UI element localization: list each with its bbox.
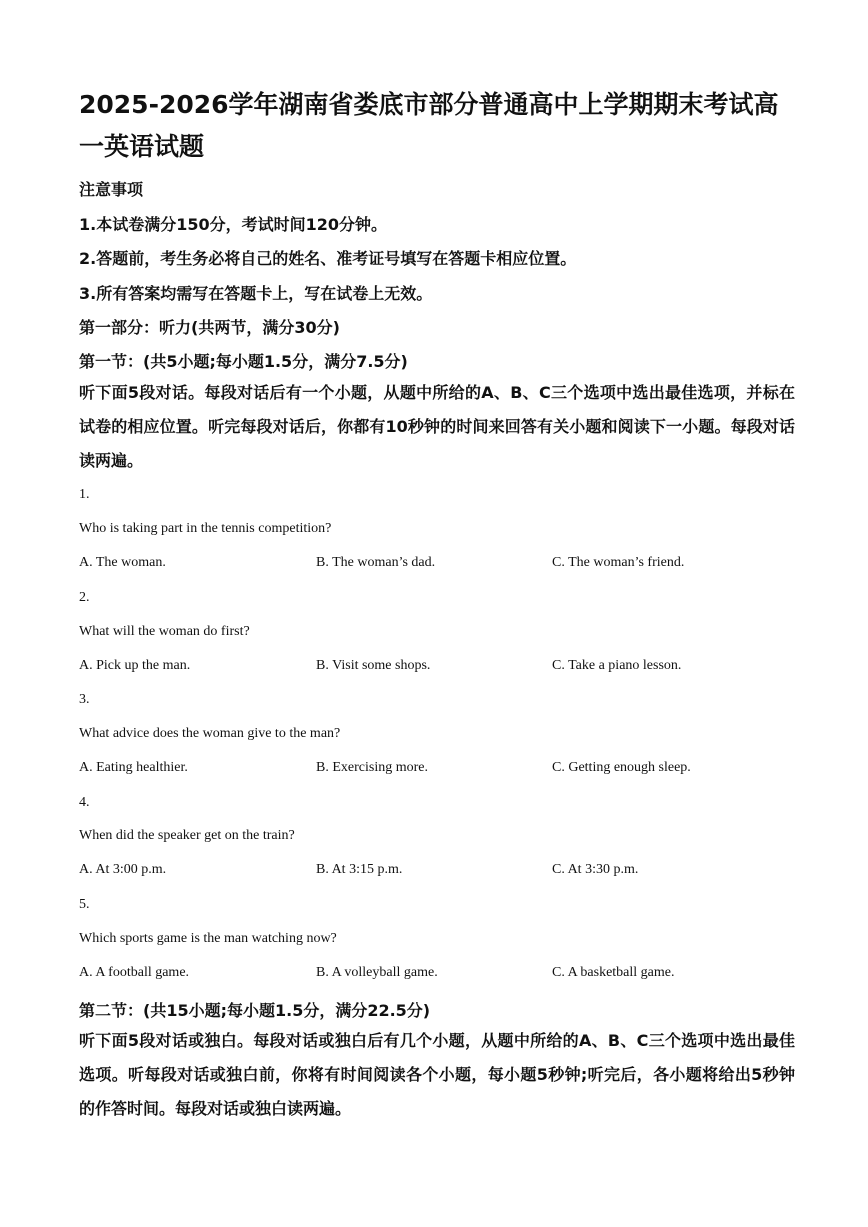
notice-item: 3.所有答案均需写在答题卡上，写在试卷上无效。 — [79, 284, 433, 303]
section2-heading: 第二节：(共15小题;每小题1.5分，满分22.5分) — [79, 1001, 431, 1020]
question-stem: What advice does the woman give to the man? — [79, 726, 341, 741]
option-b: B. A volleyball game. — [316, 965, 438, 980]
section1-heading: 第一节：(共5小题;每小题1.5分，满分7.5分) — [79, 352, 408, 371]
page-title: 2025-2026学年湖南省娄底市部分普通高中上学期期末考试高一英语试题 — [79, 90, 779, 161]
question-number: 3. — [79, 692, 90, 707]
option-c: C. Getting enough sleep. — [552, 760, 691, 775]
option-a: A. At 3:00 p.m. — [79, 862, 167, 877]
option-b: B. At 3:15 p.m. — [316, 862, 403, 877]
notice-item: 2.答题前，考生务必将自己的姓名、准考证号填写在答题卡相应位置。 — [79, 249, 577, 268]
question-number: 5. — [79, 897, 90, 912]
option-b: B. Visit some shops. — [316, 658, 431, 673]
option-c: C. Take a piano lesson. — [552, 658, 682, 673]
option-c: C. The woman’s friend. — [552, 555, 685, 570]
question-number: 1. — [79, 487, 90, 502]
question-stem: Which sports game is the man watching now? — [79, 931, 337, 946]
section2-instructions: 听下面5段对话或独白。每段对话或独白后有几个小题，从题中所给的A、B、C三个选项中选出最佳选项。听每段对话或独白前，你将有时间阅读各个小题，每小题5秒钟;听完后，各小题将给出5秒钟的作答时间。每段对话或独白读两遍。 — [79, 1031, 795, 1118]
option-a: A. The woman. — [79, 555, 166, 570]
part1-heading: 第一部分：听力(共两节，满分30分) — [79, 318, 340, 337]
option-c: C. At 3:30 p.m. — [552, 862, 639, 877]
notice-heading: 注意事项 — [79, 180, 144, 199]
question-number: 2. — [79, 590, 90, 605]
option-a: A. Eating healthier. — [79, 760, 188, 775]
option-b: B. The woman’s dad. — [316, 555, 436, 570]
option-a: A. A football game. — [79, 965, 190, 980]
option-b: B. Exercising more. — [316, 760, 428, 775]
question-stem: What will the woman do first? — [79, 624, 250, 639]
question-number: 4. — [79, 795, 90, 810]
question-stem: When did the speaker get on the train? — [79, 828, 295, 843]
section1-instructions: 听下面5段对话。每段对话后有一个小题，从题中所给的A、B、C三个选项中选出最佳选项，并标在试卷的相应位置。听完每段对话后，你都有10秒钟的时间来回答有关小题和阅读下一小题。每段对话读两遍。 — [79, 383, 795, 470]
notice-item: 1.本试卷满分150分，考试时间120分钟。 — [79, 215, 388, 234]
question-stem: Who is taking part in the tennis competition? — [79, 521, 332, 536]
option-a: A. Pick up the man. — [79, 658, 191, 673]
option-c: C. A basketball game. — [552, 965, 675, 980]
